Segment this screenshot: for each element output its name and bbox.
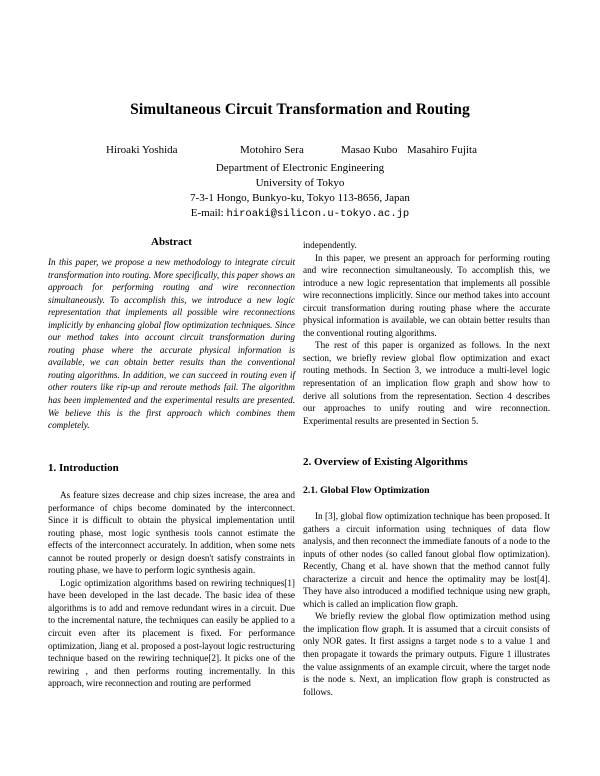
author-name: Masahiro Fujita [407,144,477,156]
abstract-heading: Abstract [151,236,192,248]
email-label: E-mail: [190,207,224,219]
abstract-text: In this paper, we propose a new methodology to integrate circuit transformation into routing. More specifically, this paper shows an approach for performing routing and wire reconnection simultaneously. To accomplish this, we introduce a new logic representation that implements all possible wire reconnections implicitly by enhancing global flow optimization techniques. Since our method takes into account circuit transformation during routing phase where the accurate physical information is available, we can obtain better results than the conventional routing algorithms. In addition, we can succeed in routing even if other routers like rip-up and reroute methods fail. The algorithm has been implemented and the experimental results are presented. We believe this is the first approach which combines them completely. [48,257,295,431]
paragraph: We briefly review the global flow optimization method using the implication flow graph. It is assumed that a circuit consists of only NOR gates. It first assigns a target node s to a value 1 and then propagate it towards the primary outputs. Figure 1 illustrates the value assignments of an example circuit, where the target node is the node s. Next, an implication flow graph is constructed as follows. [303,611,550,697]
intro-body [48,489,295,690]
email-address: hiroaki@silicon.u-tokyo.ac.jp [226,208,410,220]
section-heading: 2. Overview of Existing Algorithms [303,456,468,468]
author-name: Masao Kubo [341,144,398,156]
paragraph: The rest of this paper is organized as follows. In the next section, we briefly review global flow optimization and exact routing methods. In Section 3, we introduce a multi-level logic representation of an implication flow graph and show how to derive all solutions from the representation. Section 4 describes our approaches to unify routing and wire reconnection. Experimental results are presented in Section 5. [303,340,550,426]
right-column-body [303,239,550,427]
paragraph-continuation: independently. [303,240,357,250]
paragraph: Logic optimization algorithms based on rewiring techniques[1] have been developed in the last decade. The basic idea of these algorithms is to add and remove redundant wires in a circuit. Due to the incremental nature, the techniques can easily be applied to a circuit even after its placement is fixed. For performance optimization, Jiang et al. proposed a post-layout logic restructuring technique based on the rewiring technique[2]. It picks one of the rewiring , and then performs routing incrementally. In this approach, wire reconnection and routing are performed [48,577,295,689]
address: 7-3-1 Hongo, Bunkyo-ku, Tokyo 113-8656, Japan [190,192,410,204]
subsection-heading: 2.1. Global Flow Optimization [303,485,430,496]
affiliation-block [0,161,600,222]
paragraph: As feature sizes decrease and chip sizes increase, the area and performance of chips become dominated by the interconnect. Since it is difficult to obtain the physical implementation until routing phase, most logic synthesis tools cannot estimate the effects of the interconnect accurately. In addition, when some nets cannot be routed properly or design doesn't satisfy constraints in routing phase, we have to perform logic synthesis again. [48,490,295,576]
department: Department of Electronic Engineering [215,162,385,174]
section-heading: 1. Introduction [48,462,119,474]
university: University of Tokyo [255,177,345,189]
author-name: Motohiro Sera [240,144,304,156]
section2-body [303,510,550,698]
paragraph: In [3], global flow optimization technique has been proposed. It gathers a circuit information using techniques of data flow analysis, and then reconnect the immediate fanouts of a node to the inputs of other nodes (so called fanout global flow optimization). Recently, Chang et al. have shown that the method cannot fully characterize a circuit and hence the optimality may be lost[4]. They have also introduced a modified technique using new graph, which is called an implication flow graph. [303,511,550,609]
email-line [0,206,600,222]
author-list [0,144,600,160]
author-name: Hiroaki Yoshida [106,144,178,156]
paper-title: Simultaneous Circuit Transformation and Routing [130,101,470,118]
paragraph: In this paper, we present an approach for performing routing and wire reconnection simultaneously. To accomplish this, we introduce a new logic representation that implements all possible wire reconnections implicitly. Since our method takes into account circuit transformation during routing phase where the accurate physical information is available, we can obtain better results than the conventional routing algorithms. [303,252,550,338]
